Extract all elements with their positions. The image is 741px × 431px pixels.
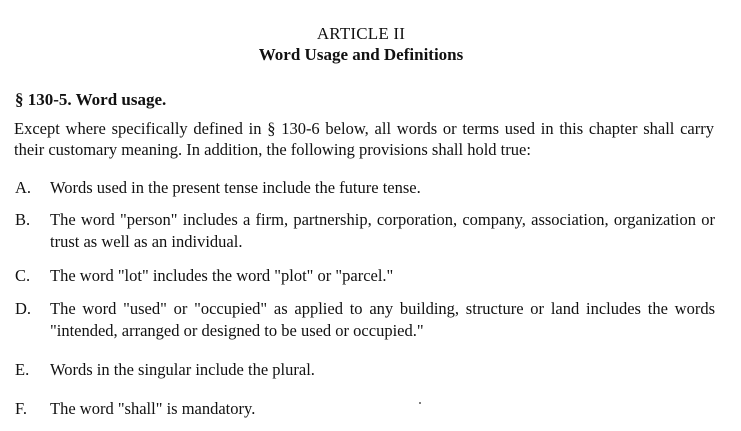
provision-d (15, 298, 715, 342)
provision-text: The word "shall" is mandatory. (50, 399, 256, 418)
provision-letter: F. (15, 399, 27, 418)
provision-letter: E. (15, 360, 30, 379)
provision-text: The word "lot" includes the word "plot" or "parcel." (50, 266, 394, 285)
section-heading: § 130-5. Word usage. (15, 90, 167, 109)
article-title: Word Usage and Definitions (258, 45, 464, 64)
provision-letter: B. (15, 210, 31, 229)
section-intro-paragraph: Except where specifically defined in § 130-6 below, all words or terms used in this chapter shall carry their customary meaning. In addition, the following provisions shall hold true: (14, 119, 714, 159)
provision-f (15, 398, 715, 420)
provision-b (15, 209, 715, 253)
provision-letter: A. (15, 178, 32, 197)
provision-text: The word "person" includes a firm, partnership, corporation, company, association, organization or trust as well as an individual. (50, 210, 715, 251)
provision-c (15, 265, 715, 287)
scan-speck (419, 402, 421, 404)
provision-letter: D. (15, 299, 32, 318)
provision-text: Words used in the present tense include the future tense. (50, 178, 421, 197)
provision-letter: C. (15, 266, 31, 285)
provision-text: Words in the singular include the plural. (50, 360, 315, 379)
provision-text: The word "used" or "occupied" as applied to any building, structure or land includes the words "intended, arranged or designed to be used or occupied." (50, 299, 715, 340)
provision-a (15, 177, 715, 199)
article-label: ARTICLE II (316, 24, 406, 43)
provision-e (15, 359, 715, 381)
